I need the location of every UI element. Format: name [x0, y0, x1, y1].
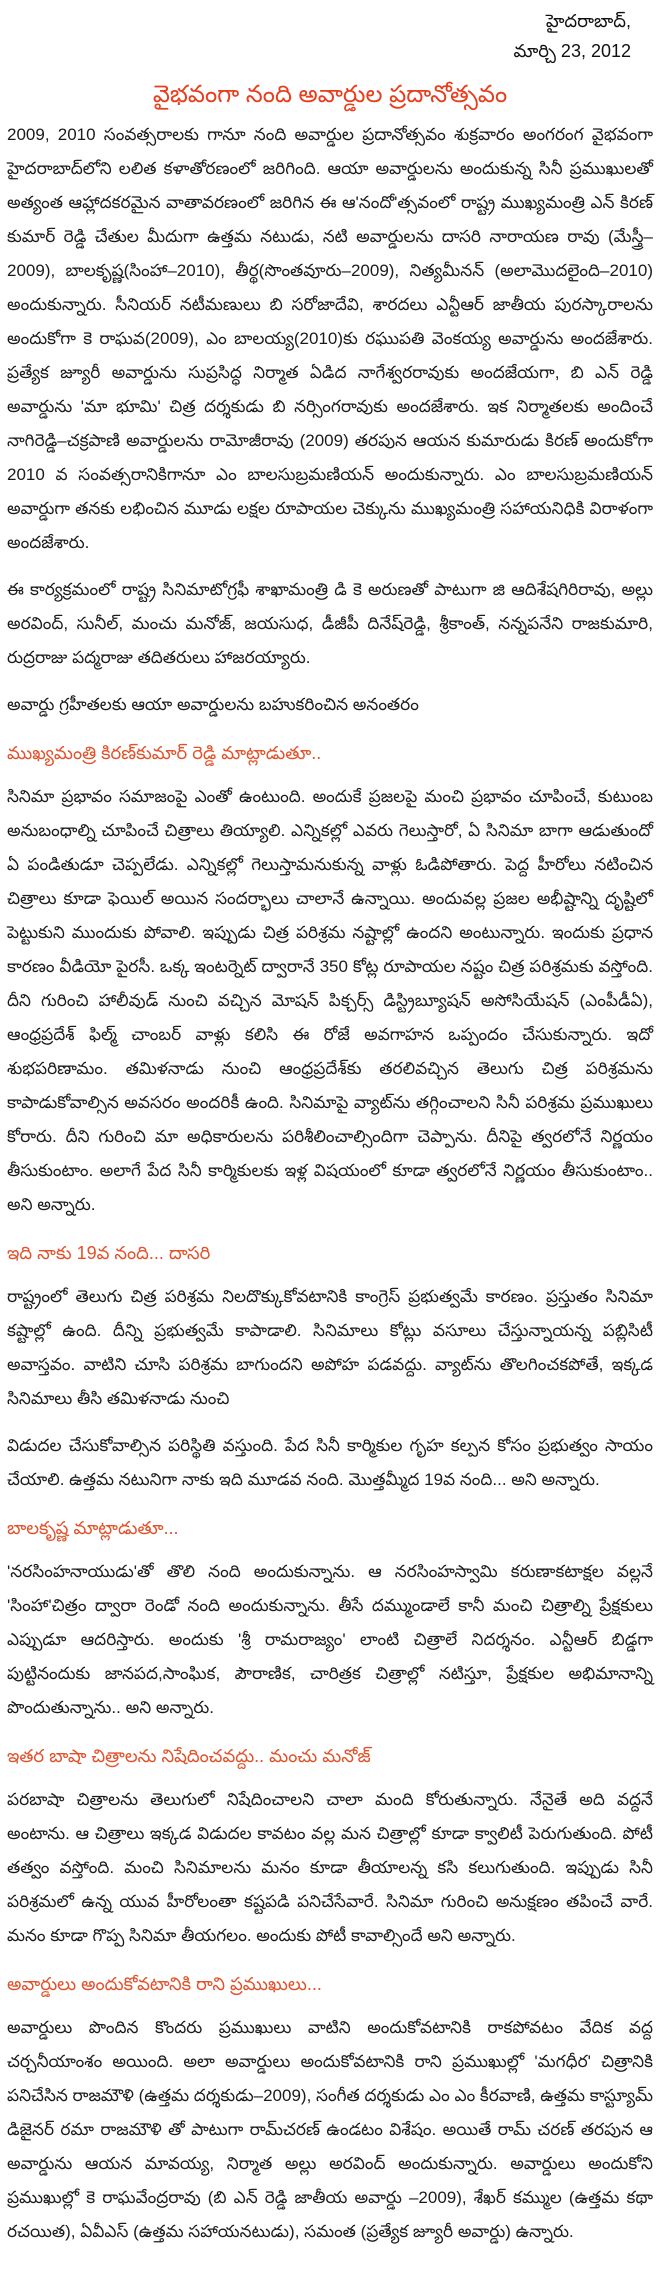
subheading-cm-speech: ముఖ్యమంత్రి కిరణ్‌కుమార్ రెడ్డి మాట్లాడుతూ..	[7, 743, 322, 763]
dateline-city: హైదరాబాద్,	[545, 11, 631, 31]
subheading-absent-celebrities: అవార్డులు అందుకోవటానికి రాని ప్రముఖులు...	[7, 1974, 322, 1994]
subheading-manchu-manoj: ఇతర బాషా చిత్రాలను నిషేదించవద్దు.. మంచు మనోజ్	[7, 1746, 371, 1766]
paragraph-after-presentation: అవార్డు గ్రహీతలకు ఆయా అవార్డులను బహుకరించిన అనంతరం	[7, 695, 419, 714]
paragraph-awards-ceremony: 2009, 2010 సంవత్సరాలకు గానూ నంది అవార్డుల ప్రదానోత్సవం శుక్రవారం అంగరంగ వైభవంగా హైదరాబాద్‌లోని లలిత కళాతోరణంలో జరిగింది. ఆయా అవార్డులను అందుకున్న సినీ ప్రముఖులతో అత్యంత ఆహ్లాదకరమైన వాతావరణంలో జరిగిన ఈ ఆ'నందో'త్సవంలో రాష్ట్ర ముఖ్యమంత్రి ఎన్ కిరణ్ కుమార్ రెడ్డి చేతుల మీదుగా ఉత్తమ నటుడు, నటి అవార్డులను దాసరి నారాయణ రావు (మేస్త్రీ–2009), బాలకృష్ణ(సింహా–2010), తీర్థ(సొంతవూరు–2009), నిత్యమీనన్ (అలామొదలైంది–2010) అందుకున్నారు. సీనియర్ నటీమణులు బి సరోజాదేవి, శారదలు ఎన్టీఆర్ జాతీయ పురస్కారాలను అందుకోగా కె రాఘవ(2009), ఎం బాలయ్య(2010)కు రఘుపతి వెంకయ్య అవార్డును అందజేశారు. ప్రత్యేక జ్యూరీ అవార్డును సుప్రసిద్ధ నిర్మాత ఏడిద నాగేశ్వరరావుకు అందజేయగా, బి ఎన్ రెడ్డి అవార్డును 'మా భూమి' చిత్ర దర్శకుడు బి నర్సింగరావుకు అందజేశారు. ఇక నిర్మాతలకు అందించే నాగిరెడ్డి–చక్రపాణి అవార్డులను రామోజీరావు (2009) తరపున ఆయన కుమారుడు కిరణ్ అందుకోగా 2010 వ సంవత్సరానికిగానూ ఎం బాలసుబ్రమణియన్ అందుకున్నారు. ఎం బాలసుబ్రమణియన్ అవార్డుగా తనకు లభించిన మూడు లక్షల రూపాయల చెక్కును ముఖ్యమంత్రి సహాయనిధికి విరాళంగా అందజేశారు.	[7, 125, 653, 552]
paragraph-dasari-speech-part1: రాష్ట్రంలో తెలుగు చిత్ర పరిశ్రమ నిలదొక్కుకోవటానికి కాంగ్రెస్ ప్రభుత్వమే కారణం. ప్రస్తుతం సినిమా కష్టాల్లో ఉంది. దీన్ని ప్రభుత్వమే కాపాడాలి. సినిమాలు కోట్లు వసూలు చేస్తున్నాయన్న పబ్లిసిటీ అవాస్తవం. వాటిని చూసి పరిశ్రమ బాగుందని అపోహ పడవద్దు. వ్యాట్‌ను తొలగించకపోతే, ఇక్కడ సినిమాలు తీసి తమిళనాడు నుంచి	[7, 1287, 653, 1408]
paragraph-absent-celebrities: అవార్డులు పొందిన కొందరు ప్రముఖులు వాటిని అందుకోవటానికి రాకపోవటం వేదిక వద్ద చర్చనీయాంశం అయింది. అలా అవార్డులు అందుకోవటానికి రాని ప్రముఖుల్లో 'మగధీర' చిత్రానికి పనిచేసిన రాజమౌళి (ఉత్తమ దర్శకుడు–2009), సంగీత దర్శకుడు ఎం ఎం కీరవాణి, ఉత్తమ కాస్ట్యూమ్ డిజైనర్ రమా రాజమౌళి తో పాటుగా రామ్‌చరణ్ ఉండటం విశేషం. అయితే రామ్ చరణ్ తరపున ఆ అవార్డును ఆయన మావయ్య, నిర్మాత అల్లు అరవింద్ అందుకున్నారు. అవార్డులు అందుకోని ప్రముఖుల్లో కె రాఘవేంద్రరావు (బి ఎన్ రెడ్డి జాతీయ అవార్డు –2009), శేఖర్ కమ్ముల (ఉత్తమ కథా రచయిత), ఏవీఎస్ (ఉత్తమ సహాయనటుడు), సమంత (ప్రత్యేక జ్యూరీ అవార్డు) ఉన్నారు.	[7, 2018, 653, 2241]
article-title: వైభవంగా నంది అవార్డుల ప్రదానోత్సవం	[152, 81, 508, 108]
dateline-date: మార్చి 23, 2012	[513, 41, 631, 61]
dateline	[7, 6, 653, 66]
paragraph-cm-speech: సినిమా ప్రభావం సమాజంపై ఎంతో ఉంటుంది. అందుకే ప్రజలపై మంచి ప్రభావం చూపించే, కుటుంబ అనుబంధాల్ని చూపించే చిత్రాలు తియ్యాలి. ఎన్నికల్లో ఎవరు గెలుస్తారో, ఏ సినిమా బాగా ఆడుతుందో ఏ పండితుడూ చెప్పలేడు. ఎన్నికల్లో గెలుస్తామనుకున్న వాళ్లు ఓడిపోతారు. పెద్ద హీరోలు నటించిన చిత్రాలు కూడా ఫెయిల్ అయిన సందర్భాలు చాలానే ఉన్నాయి. అందువల్ల ప్రజల అభీష్టాన్ని దృష్టిలో పెట్టుకుని ముందుకు పోవాలి. ఇప్పుడు చిత్ర పరిశ్రమ నష్టాల్లో ఉందని అంటున్నారు. ఇందుకు ప్రధాన కారణం వీడియో పైరసీ. ఒక్క ఇంటర్నెట్ ద్వారానే 350 కోట్ల రూపాయల నష్టం చిత్ర పరిశ్రమకు వస్తోంది. దీని గురించి హాలీవుడ్ నుంచి వచ్చిన మోషన్ పిక్చర్స్ డిస్ట్రిబ్యూషన్ అసోసియేషన్ (ఎంపీడీఏ), ఆంధ్రప్రదేశ్ ఫిల్మ్ చాంబర్ వాళ్లు కలిసి ఈ రోజే అవగాహన ఒప్పందం చేసుకున్నారు. ఇదో శుభపరిణామం. తమిళనాడు నుంచి ఆంధ్రప్రదేశ్‌కు తరలివచ్చిన తెలుగు చిత్ర పరిశ్రమను కాపాడుకోవాల్సిన అవసరం అందరికీ ఉంది. సినిమాపై వ్యాట్‌ను తగ్గించాలని సినీ పరిశ్రమ ప్రముఖులు కోరారు. దీని గురించి మా అధికారులను పరిశీలించాల్సిందిగా చెప్పాను. దీనిపై త్వరలోనే నిర్ణయం తీసుకుంటాం. అలాగే పేద సినీ కార్మికులకు ఇళ్ల విషయంలో కూడా త్వరలోనే నిర్ణయం తీసుకుంటాం.. అని అన్నారు.	[7, 787, 653, 1214]
paragraph-balakrishna-speech: 'నరసింహనాయుడు'తో తొలి నంది అందుకున్నాను. ఆ నరసింహస్వామి కరుణాకటాక్షల వల్లనే 'సింహా'చిత్రం ద్వారా రెండో నంది అందుకున్నాను. తీసే దమ్ముండాలే కానీ మంచి చిత్రాల్ని ప్రేక్షకులు ఎప్పుడూ ఆదరిస్తారు. అందుకు 'శ్రీ రామరాజ్యం' లాంటి చిత్రాలే నిదర్శనం. ఎన్టీఆర్ బిడ్డగా పుట్టినందుకు జానపద,సాంఘిక, పౌరాణిక, చారిత్రక చిత్రాల్లో నటిస్తూ, ప్రేక్షకుల అభిమానాన్ని పొందుతున్నాను.. అని అన్నారు.	[7, 1562, 653, 1717]
paragraph-dasari-speech-part2: విడుదల చేసుకోవాల్సిన పరిస్థితి వస్తుంది. పేద సినీ కార్మికుల గృహ కల్పన కోసం ప్రభుత్వం సాయం చేయాలి. ఉత్తమ నటునిగా నాకు ఇది మూడవ నంది. మొత్తమ్మీద 19వ నంది... అని అన్నారు.	[7, 1436, 653, 1489]
paragraph-attendees: ఈ కార్యక్రమంలో రాష్ట్ర సినిమాటోగ్రఫీ శాఖామంత్రి డి కె అరుణతో పాటుగా జి ఆదిశేషగిరిరావు, అల్లు అరవింద్, సునీల్, మంచు మనోజ్, జయసుధ, డీజీపీ దినేష్‌రెడ్డి, శ్రీకాంత్, నన్నపనేని రాజకుమారి, రుద్రరాజు పద్మరాజు తదితరులు హాజరయ్యారు.	[7, 580, 653, 667]
paragraph-manchu-manoj-speech: పరబాషా చిత్రాలను తెలుగులో నిషేదించాలని చాలా మంది కోరుతున్నారు. నేనైతే అది వద్దనే అంటాను. ఆ చిత్రాలు ఇక్కడ విడుదల కావటం వల్ల మన చిత్రాల్లో కూడా క్వాలిటీ పెరుగుతుంది. పోటీ తత్వం వస్తోంది. మంచి సినిమాలను మనం కూడా తీయాలన్న కసి కలుగుతుంది. ఇప్పుడు సినీ పరిశ్రమలో ఉన్న యువ హీరోలంతా కష్టపడి పనిచేసేవారే. సినిమా గురించి అనుక్షణం తపించే వారే. మనం కూడా గొప్ప సినిమా తీయగలం. అందుకు పోటీ కావాల్సిందే అని అన్నారు.	[7, 1790, 653, 1945]
subheading-dasari: ఇది నాకు 19వ నంది... దాసరి	[7, 1243, 211, 1263]
subheading-balakrishna: బాలకృష్ణ మాట్లాడుతూ...	[7, 1518, 179, 1538]
